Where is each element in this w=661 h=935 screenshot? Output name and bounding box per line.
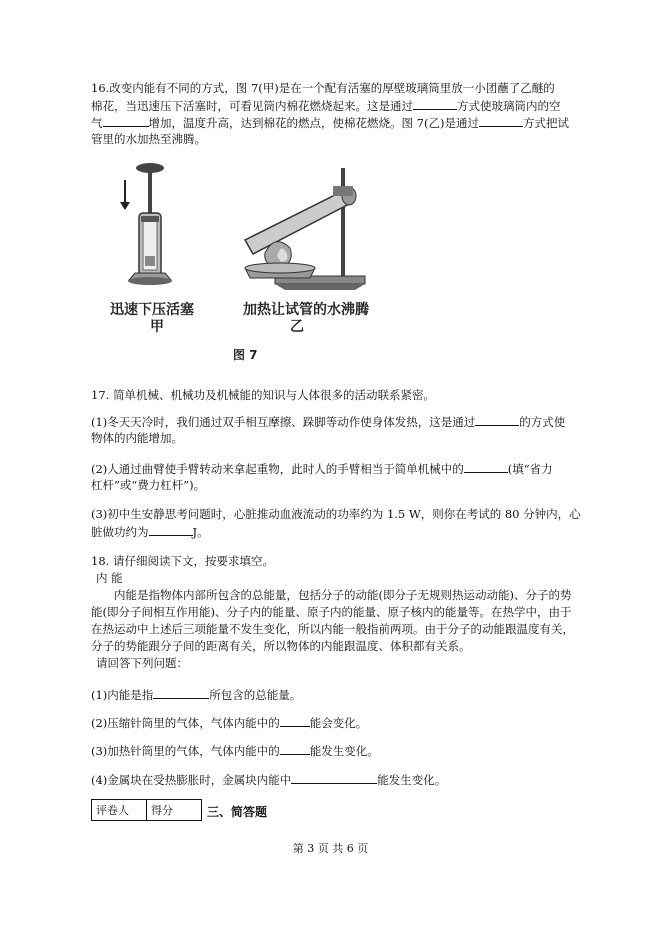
q18-text: (1)内能是指 [91,688,154,702]
q16-line-4: 管里的水加热至沸腾。 [91,132,206,146]
q16-line-1: 16.改变内能有不同的方式，图 7(甲)是在一个配有活塞的厚壁玻璃筒里放一小团蘸了乙醚的 [91,81,555,95]
q17-part-2-cont: 杠杆”或“费力杠杆”)。 [91,478,206,492]
q17-text: J。 [192,525,209,539]
q16-text: 棉花，当迅速压下活塞时，可看见筒内棉花燃烧起来。这是通过 [91,99,413,113]
q17-blank-3[interactable] [149,523,193,536]
heating-test-tube-diagram [245,168,365,290]
q18-text: (3)加热针筒里的气体，气体内能中的 [91,744,280,758]
q17-part-1 [91,413,565,430]
q16-line-3 [91,114,569,131]
page-footer: 第 3 页 共 6 页 [292,842,369,855]
grader-cell: 评卷人 [92,800,147,821]
q17-text: (2)人通过曲臂使手臂转动来拿起重物，此时人的手臂相当于简单机械中的 [91,462,464,476]
q18-paragraph-line-2: 能(即分子间相互作用能)、分子内的能量、原子内的能量、原子核内的能量等。在热学中，由于 [91,605,572,619]
q17-part-3-cont [91,523,209,540]
figure-caption-left-label: 甲 [150,319,164,335]
grader-score-table [91,799,202,821]
q18-answer-4 [91,771,446,788]
q18-paragraph-line-3: 在热运动中上述后三项能量不发生变化，所以内能一般指前两项。由于分子的动能跟温度有关， [91,622,574,636]
q16-line-2 [91,97,561,114]
q17-blank-2[interactable] [464,460,508,473]
figure-caption-right-label: 乙 [290,319,304,335]
q18-blank-2[interactable] [280,714,310,727]
q17-part-2 [91,460,553,477]
q18-answer-1 [91,686,301,703]
q18-blank-4[interactable] [291,771,377,784]
q16-text: 方式把试 [522,116,569,130]
q18-paragraph-line-4: 分子的势能跟分子间的距离有关，所以物体的内能跟温度、体积都有关系。 [91,639,471,653]
q18-text: (2)压缩针筒里的气体，气体内能中的 [91,716,280,730]
q18-intro: 18. 请仔细阅读下文，按要求填空。 [91,554,274,568]
figure-caption-left: 迅速下压活塞 [110,302,194,318]
q16-blank-1[interactable] [413,97,457,110]
q17-text: 的方式使 [519,415,566,429]
q18-answer-2 [91,714,367,731]
piston-apparatus-diagram [120,163,172,285]
q17-part-3: (3)初中生安静思考问题时，心脏推动血液流动的功率约为 1.5 W，则你在考试的 80 分钟内，心 [91,507,581,521]
section-title: 三、简答题 [207,805,268,819]
figure-caption-right: 加热让试管的水沸腾 [243,302,369,318]
q18-blank-3[interactable] [280,742,310,755]
q18-text: 能发生变化。 [377,773,447,787]
q17-text: (1)冬天天冷时，我们通过双手相互摩擦、跺脚等动作使身体发热，这是通过 [91,415,476,429]
score-cell: 得分 [147,800,202,821]
q17-intro: 17. 简单机械、机械功及机械能的知识与人体很多的活动联系紧密。 [91,388,435,402]
q18-text: (4)金属块在受热膨胀时，金属块内能中 [91,773,292,787]
q18-paragraph-line-1: 内能是指物体内部所包含的总能量，包括分子的动能(即分子无规则热运动动能)、分子的势 [114,588,572,602]
q16-blank-2[interactable] [103,114,149,127]
q17-text: 脏做功约为 [91,525,149,539]
q18-blank-1[interactable] [153,686,209,699]
figure-7-illustration [105,158,385,298]
q17-part-1-cont: 物体的内能增加。 [91,431,183,445]
q16-text: 方式使玻璃筒内的空 [457,99,561,113]
q16-blank-3[interactable] [479,114,523,127]
q17-blank-1[interactable] [475,413,519,426]
q17-text: (填“省力 [507,462,553,476]
q18-title: 内 能 [96,571,123,585]
q16-text: 气 [91,116,103,130]
q18-answer-3 [91,742,379,759]
figure-label: 图 7 [233,348,258,362]
q18-text: 能发生变化。 [309,744,379,758]
q16-text: 增加，温度升高，达到棉花的燃点，使棉花燃烧。图 7(乙)是通过 [148,116,479,130]
q18-text: 所包含的总能量。 [209,688,302,702]
q18-text: 能会变化。 [309,716,368,730]
q18-ask: 请回答下列问题： [96,656,188,670]
